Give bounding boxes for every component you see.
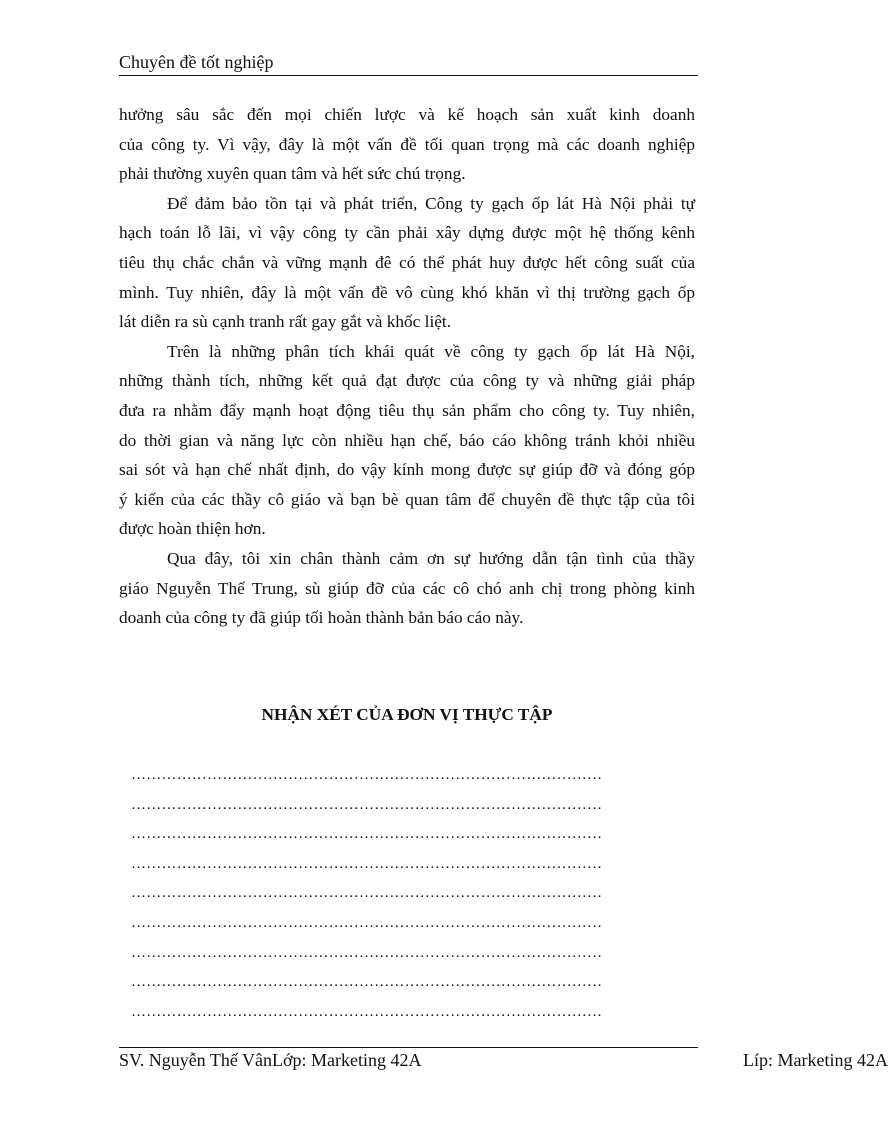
- paragraph-line: doanh của công ty đã giúp tối hoàn thành bản báo cáo này.: [119, 608, 524, 628]
- dotted-line: …………………………………………………………………………………: [131, 914, 603, 931]
- dotted-line: …………………………………………………………………………………: [131, 855, 603, 872]
- dotted-line: …………………………………………………………………………………: [131, 796, 603, 813]
- section-heading: NHẬN XÉT CỦA ĐƠN VỊ THỰC TẬP: [261, 705, 553, 724]
- paragraph-line: tiêu thụ chắc chắn và vững mạnh đê có thể phát huy được hết công suất của: [119, 252, 695, 272]
- comment-lines: [131, 761, 691, 1027]
- dotted-line: …………………………………………………………………………………: [131, 944, 603, 961]
- paragraph-line: giáo Nguyễn Thế Trung, sù giúp đỡ của các cô chó anh chị trong phòng kinh: [119, 578, 695, 598]
- header-divider: [119, 75, 698, 76]
- paragraph-line: Trên là những phân tích khái quát về công ty gạch ốp lát Hà Nội,: [167, 341, 695, 361]
- paragraph-line: của công ty. Vì vậy, đây là một vấn đề tối quan trọng mà các doanh nghiệp: [119, 134, 695, 154]
- paragraph-line: hạch toán lỗ lãi, vì vậy công ty cần phải xây dựng được một hệ thống kênh: [119, 223, 695, 243]
- paragraph-line: Qua đây, tôi xin chân thành cảm ơn sự hướng dẫn tận tình của thầy: [167, 548, 695, 568]
- footer-class-info: Líp: Marketing 42A: [743, 1050, 888, 1070]
- paragraph-line: được hoàn thiện hơn.: [119, 519, 266, 539]
- dotted-line: …………………………………………………………………………………: [131, 826, 603, 843]
- footer-divider: [119, 1047, 698, 1048]
- paragraph-line: Để đảm bảo tồn tại và phát triển, Công ty gạch ốp lát Hà Nội phải tự: [167, 193, 695, 213]
- document-body: [119, 100, 695, 633]
- dotted-line: …………………………………………………………………………………: [131, 767, 603, 783]
- footer-student-info: SV. Nguyễn Thế VânLớp: Marketing 42A: [119, 1050, 422, 1070]
- dotted-line: …………………………………………………………………………………: [131, 1003, 603, 1020]
- paragraph-line: đưa ra nhằm đẩy mạnh hoạt động tiêu thụ sản phẩm cho công ty. Tuy nhiên,: [119, 400, 695, 420]
- dotted-line: …………………………………………………………………………………: [131, 974, 603, 991]
- paragraph-line: hưởng sâu sắc đến mọi chiến lược và kế hoạch sản xuất kinh doanh: [119, 105, 695, 124]
- dotted-line: …………………………………………………………………………………: [131, 885, 603, 902]
- paragraph-line: phải thường xuyên quan tâm và hết sức chú trọng.: [119, 164, 466, 184]
- paragraph-line: mình. Tuy nhiên, đây là một vấn đề vô cùng khó khăn vì thị trường gạch ốp: [119, 282, 695, 302]
- page-header-title: Chuyên đề tốt nghiệp: [119, 52, 274, 72]
- paragraph-line: lát diễn ra sù cạnh tranh rất gay gắt và khốc liệt.: [119, 312, 452, 332]
- paragraph-line: ý kiến của các thầy cô giáo và bạn bè quan tâm để chuyên đề thực tập của tôi: [119, 489, 695, 509]
- paragraph-line: do thời gian và năng lực còn nhiều hạn chế, báo cáo không tránh khỏi nhiều: [119, 430, 695, 450]
- paragraph-line: sai sót và hạn chế nhất định, do vậy kính mong được sự giúp đỡ và đóng góp: [119, 460, 695, 480]
- paragraph-line: những thành tích, những kết quả đạt được của công ty và những giải pháp: [119, 371, 695, 391]
